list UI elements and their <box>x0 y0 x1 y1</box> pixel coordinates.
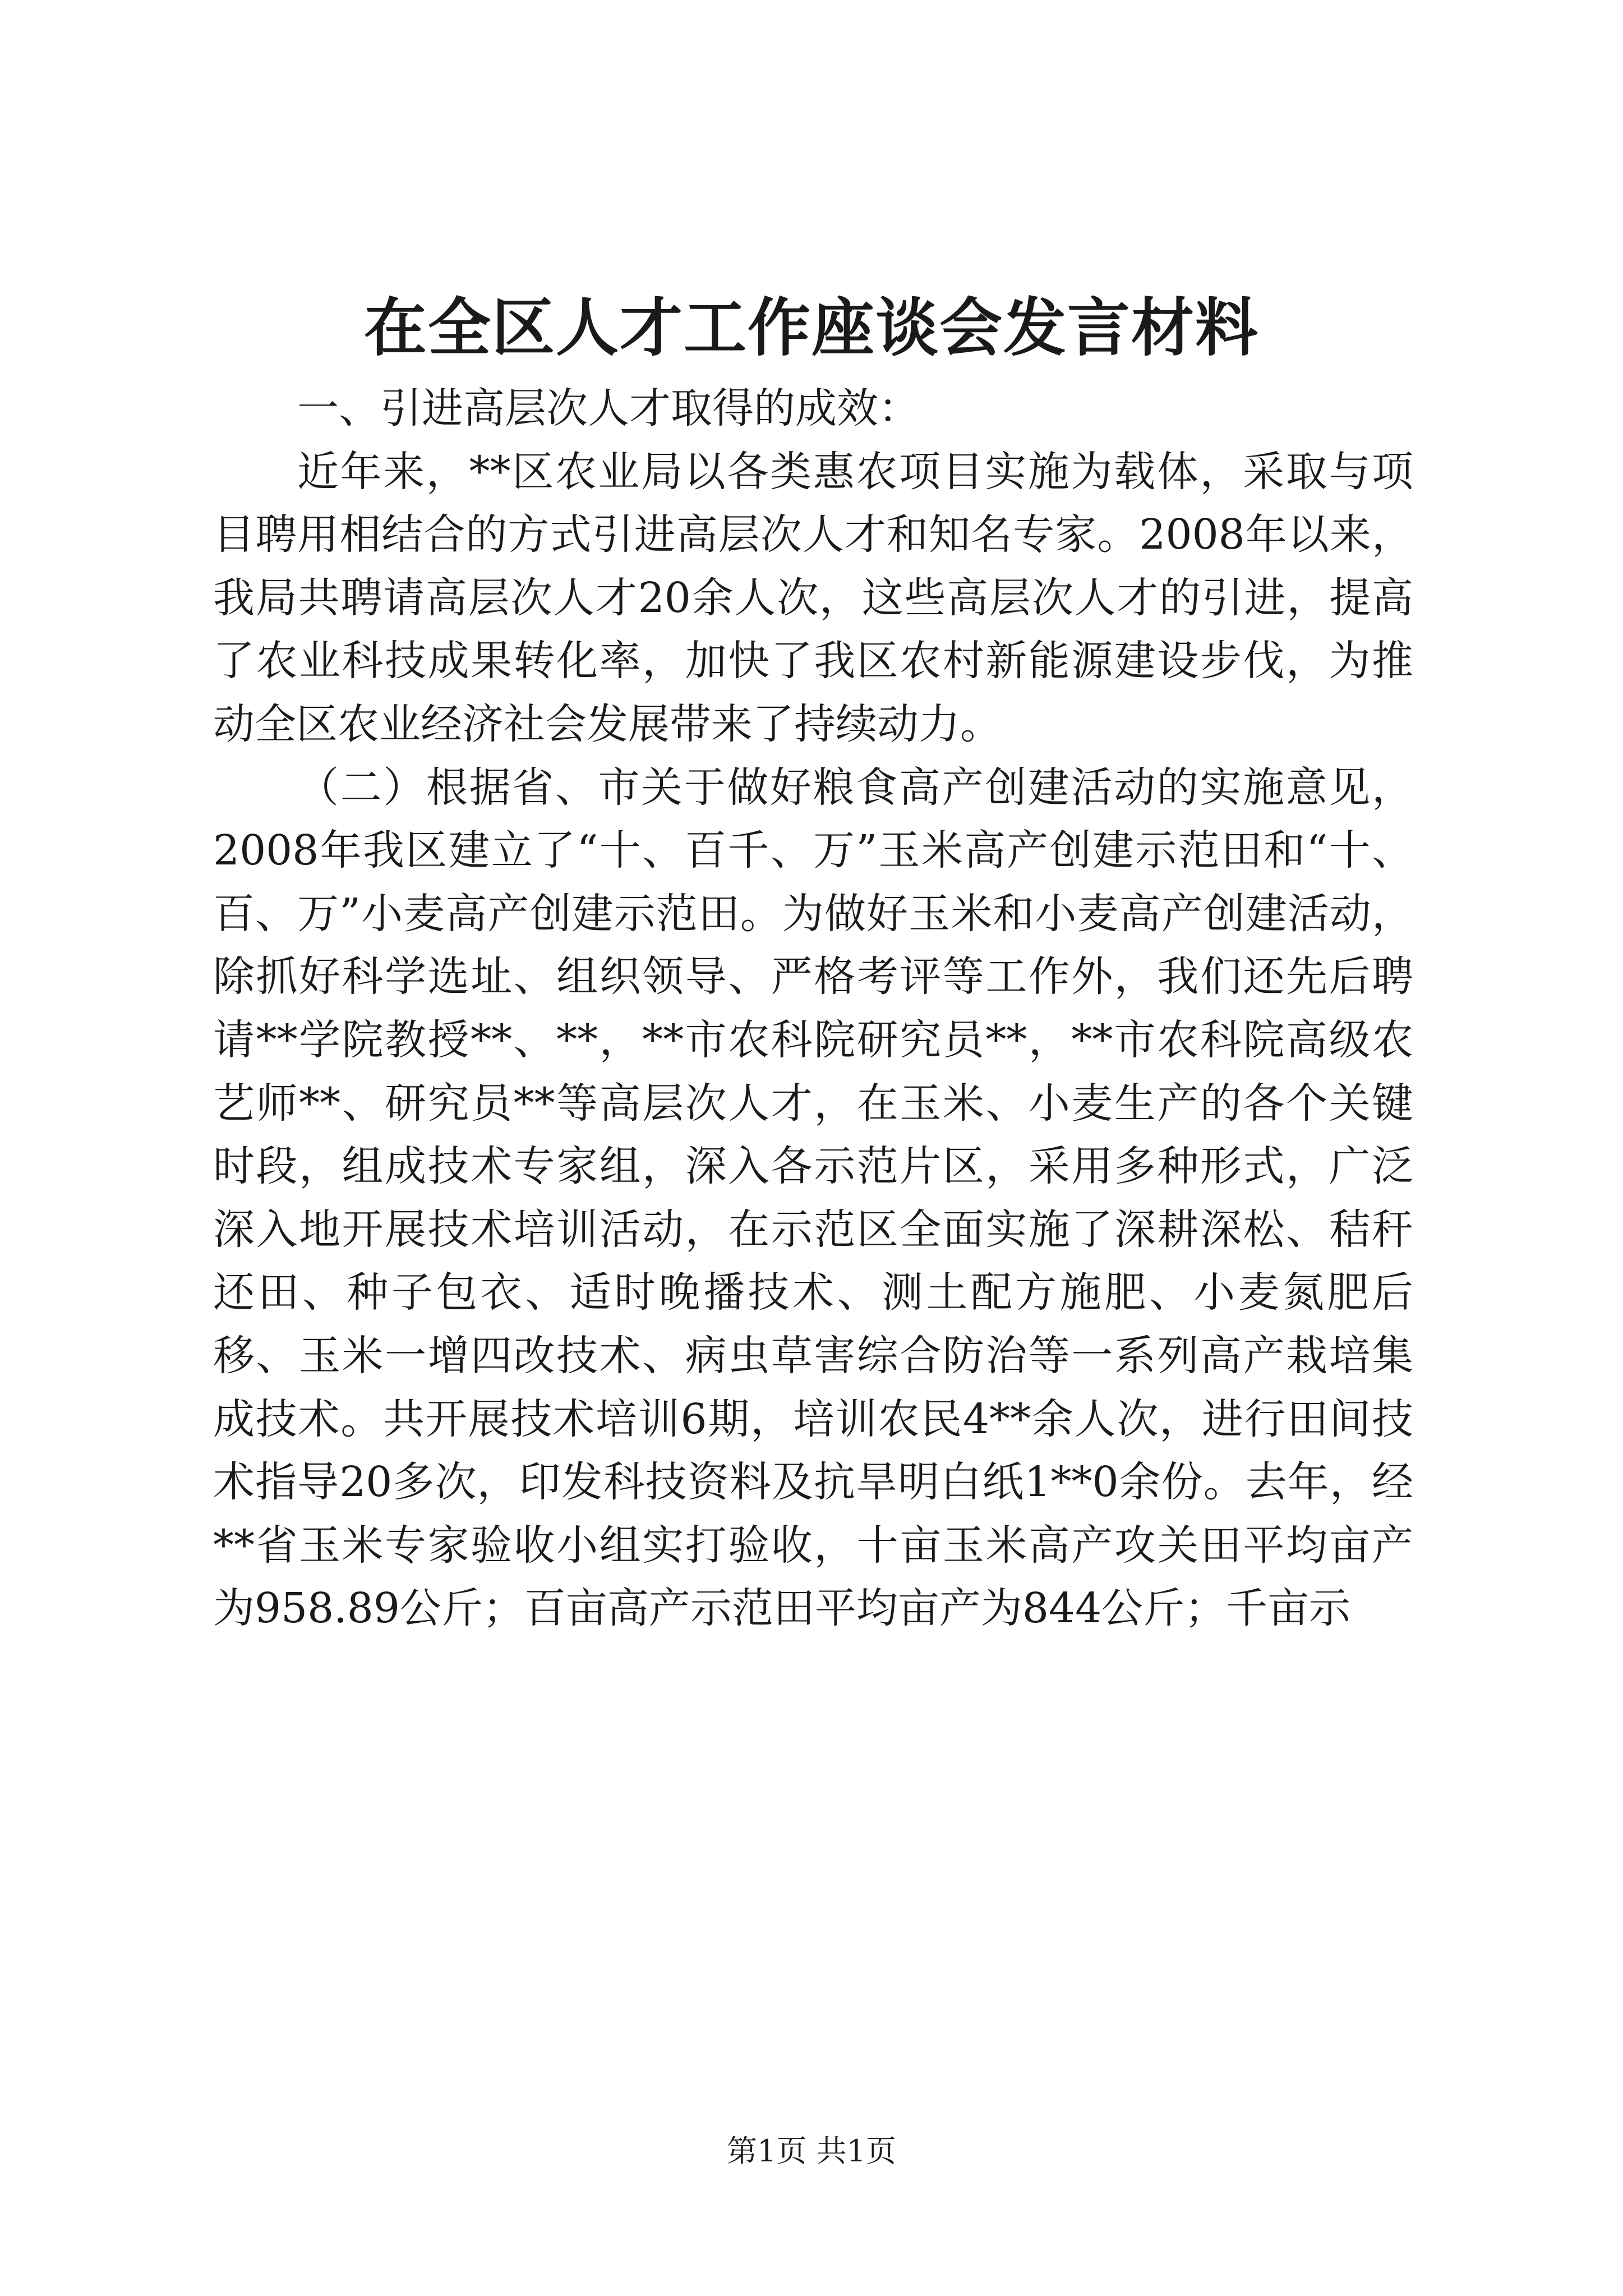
section-heading: 一、引进高层次人才取得的成效： <box>297 384 920 432</box>
body-paragraph: 近年来，**区农业局以各类惠农项目实施为载体，采取与项目聘用相结合的方式引进高层次人才和知名专家。2008年以来，我局共聘请高层次人才20余人次，这些高层次人才的引进，提高了农业科技成果转化率，加快了我区农村新能源建设步伐，为推动全区农业经济社会发展带来了持续动力。 <box>213 447 1413 748</box>
page-footer: 第1页 共1页 <box>727 2133 896 2169</box>
body-paragraph: （二）根据省、市关于做好粮食高产创建活动的实施意见，2008年我区建立了“十、百千、万”玉米高产创建示范田和“十、百、万”小麦高产创建示范田。为做好玉米和小麦高产创建活动，除抓好科学选址、组织领导、严格考评等工作外，我们还先后聘请**学院教授**、**，**市农科院研究员**，**市农科院高级农艺师**、研究员**等高层次人才，在玉米、小麦生产的各个关键时段，组成技术专家组，深入各示范片区，采用多种形式，广泛深入地开展技术培训活动，在示范区全面实施了深耕深松、秸秆还田、种子包衣、适时晚播技术、测土配方施肥、小麦氮肥后移、玉米一增四改技术、病虫草害综合防治等一系列高产栽培集成技术。共开展技术培训6期，培训农民4**余人次，进行田间技术指导20多次，印发科技资料及抗旱明白纸1**0余份。去年，经**省玉米专家验收小组实打验收，十亩玉米高产攻关田平均亩产为958.89公斤；百亩高产示范田平均亩产为844公斤；千亩示 <box>213 763 1413 1633</box>
document-title: 在全区人才工作座谈会发言材料 <box>364 291 1259 365</box>
document-body <box>213 377 1413 1640</box>
